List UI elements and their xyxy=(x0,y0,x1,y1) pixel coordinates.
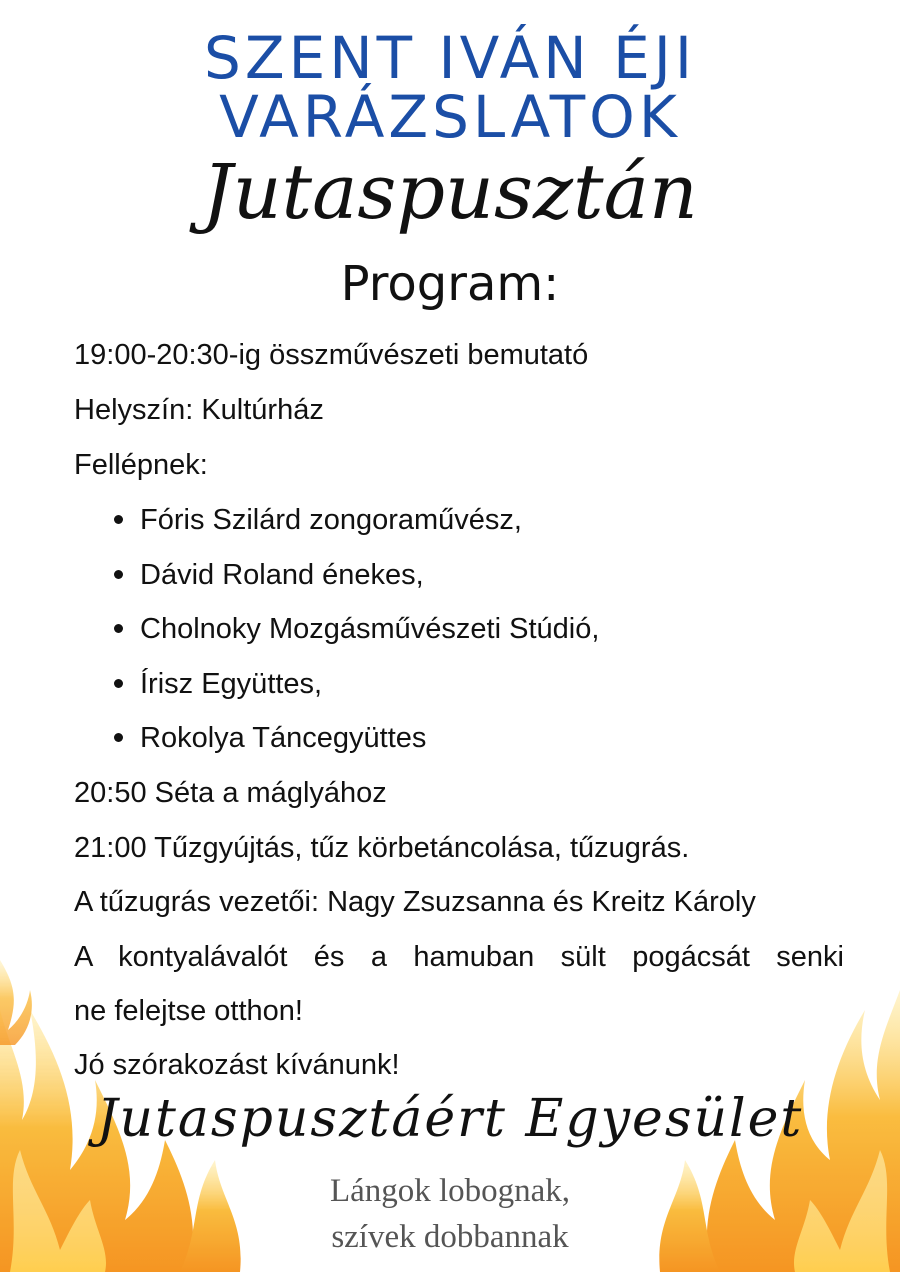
title-line-2: VARÁZSLATOK xyxy=(219,83,681,151)
motto-line-2: szívek dobbannak xyxy=(331,1219,569,1255)
program-heading: Program: xyxy=(340,256,560,312)
organizer-signature: Jutaspusztáért Egyesület xyxy=(96,1089,804,1149)
program-leaders: A tűzugrás vezetői: Nagy Zsuzsanna és Kreitz Károly xyxy=(74,886,756,918)
performer-item xyxy=(114,557,424,593)
performer-name: Fóris Szilárd zongoraművész, xyxy=(140,504,522,536)
program-reminder-line-2: ne felejtse otthon! xyxy=(74,995,303,1027)
place-script-title: Jutaspusztán xyxy=(202,147,698,236)
program-line-showcase: 19:00-20:30-ig összművészeti bemutató xyxy=(74,339,589,371)
performer-name: Rokolya Táncegyüttes xyxy=(140,722,427,754)
program-reminder-line-1: A kontyalávalót és a hamuban sült pogácsát senki xyxy=(74,941,844,973)
performer-item xyxy=(114,502,522,538)
program-walk: 20:50 Séta a máglyához xyxy=(74,777,387,809)
performer-item xyxy=(114,720,426,756)
performer-item xyxy=(114,611,599,647)
program-fire: 21:00 Tűzgyújtás, tűz körbetáncolása, tűzugrás. xyxy=(74,832,690,864)
program-wish: Jó szórakozást kívánunk! xyxy=(74,1049,400,1081)
motto-line-1: Lángok lobognak, xyxy=(329,1173,571,1209)
bullet-icon xyxy=(114,624,123,633)
bullet-icon xyxy=(114,515,123,524)
performer-name: Cholnoky Mozgásművészeti Stúdió, xyxy=(140,613,600,645)
program-location: Helyszín: Kultúrház xyxy=(74,394,324,426)
performer-item xyxy=(114,666,322,702)
performers-label: Fellépnek: xyxy=(74,449,208,481)
bullet-icon xyxy=(114,679,123,688)
performer-name: Írisz Együttes, xyxy=(140,668,323,700)
bullet-icon xyxy=(114,570,123,579)
bullet-icon xyxy=(114,733,123,742)
performer-name: Dávid Roland énekes, xyxy=(140,559,424,591)
title-line-1: SZENT IVÁN ÉJI xyxy=(204,24,696,92)
